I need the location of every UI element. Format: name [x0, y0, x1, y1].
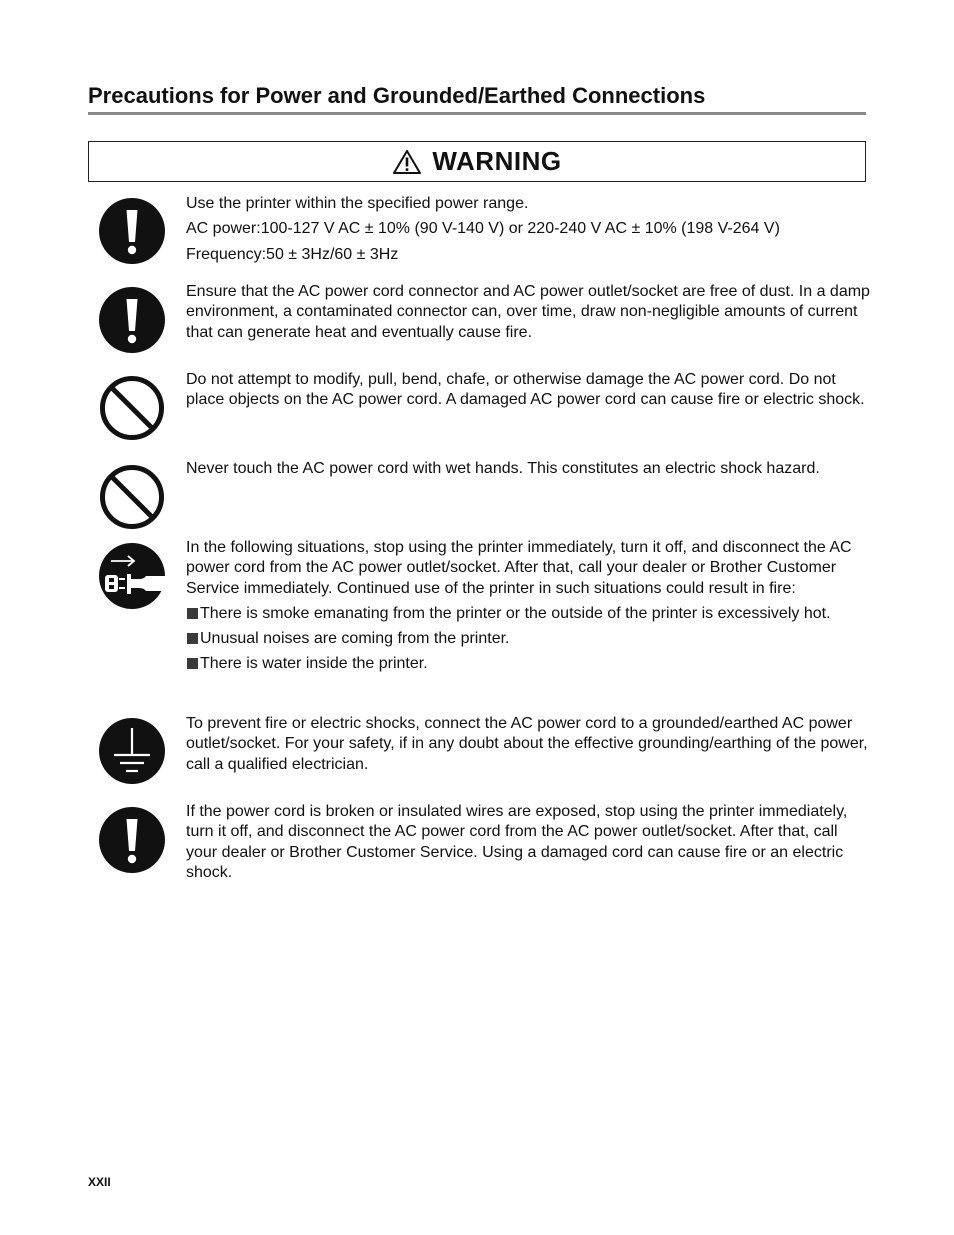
- bullet-item: [186, 629, 870, 649]
- precaution-text: Use the printer within the specified power range.: [186, 195, 529, 212]
- precaution-item: [186, 370, 870, 411]
- precaution-item: [186, 714, 870, 775]
- bullet-item: [186, 654, 870, 674]
- title-divider: [88, 112, 866, 115]
- bullet-text: Unusual noises are coming from the printer.: [200, 630, 510, 648]
- bullet-text: There is water inside the printer.: [200, 655, 428, 673]
- precaution-text: Frequency:50 ± 3Hz/60 ± 3Hz: [186, 245, 399, 263]
- precaution-text: Ensure that the AC power cord connector and AC power outlet/socket are free of dust. In a damp environment, a contaminated connector can, over time, draw non-negligible amounts of current that can generate heat and eventually cause fire.: [186, 283, 870, 341]
- square-bullet-icon: [187, 658, 198, 669]
- warning-banner: [88, 141, 866, 182]
- page-number: XXII: [88, 1175, 111, 1189]
- warning-triangle-icon: [392, 149, 422, 175]
- bullet-item: [186, 604, 870, 624]
- mandatory-action-icon: [99, 198, 165, 264]
- square-bullet-icon: [187, 633, 198, 644]
- precaution-text: In the following situations, stop using the printer immediately, turn it off, and disconnect the AC power cord from the AC power outlet/socket. After that, call your dealer or Brother Customer Service immediately. Continued use of the printer in such situations could result in fire:: [186, 539, 852, 597]
- square-bullet-icon: [187, 608, 198, 619]
- page-title: Precautions for Power and Grounded/Earthed Connections: [88, 83, 706, 108]
- precaution-text: To prevent fire or electric shocks, connect the AC power cord to a grounded/earthed AC power outlet/socket. For your safety, if in any doubt about the effective grounding/earthing of the power, call a qualified electrician.: [186, 715, 868, 773]
- ground-icon: [99, 718, 165, 784]
- precaution-item: [186, 194, 870, 265]
- precaution-text: AC power:100-127 V AC ± 10% (90 V-140 V) or 220-240 V AC ± 10% (198 V-264 V): [186, 220, 780, 238]
- mandatory-action-icon: [99, 287, 165, 353]
- precaution-item: [186, 282, 870, 343]
- precaution-text: Never touch the AC power cord with wet hands. This constitutes an electric shock hazard.: [186, 460, 820, 477]
- prohibited-icon: [99, 464, 165, 530]
- precaution-text: Do not attempt to modify, pull, bend, chafe, or otherwise damage the AC power cord. Do not place objects on the AC power cord. A damaged AC power cord can cause fire or electric shock.: [186, 371, 865, 409]
- bullet-text: There is smoke emanating from the printer or the outside of the printer is excessively hot.: [200, 604, 831, 622]
- prohibited-icon: [99, 375, 165, 441]
- unplug-icon: [99, 543, 165, 609]
- mandatory-action-icon: [99, 807, 165, 873]
- warning-label: WARNING: [432, 146, 562, 176]
- precaution-item: [186, 459, 870, 479]
- precaution-item: [186, 538, 870, 675]
- precaution-text: If the power cord is broken or insulated wires are exposed, stop using the printer immediately, turn it off, and disconnect the AC power cord from the AC power outlet/socket. After that, call your dealer or Brother Customer Service. Using a damaged cord can cause fire or an electric shock.: [186, 803, 848, 881]
- precaution-item: [186, 802, 870, 883]
